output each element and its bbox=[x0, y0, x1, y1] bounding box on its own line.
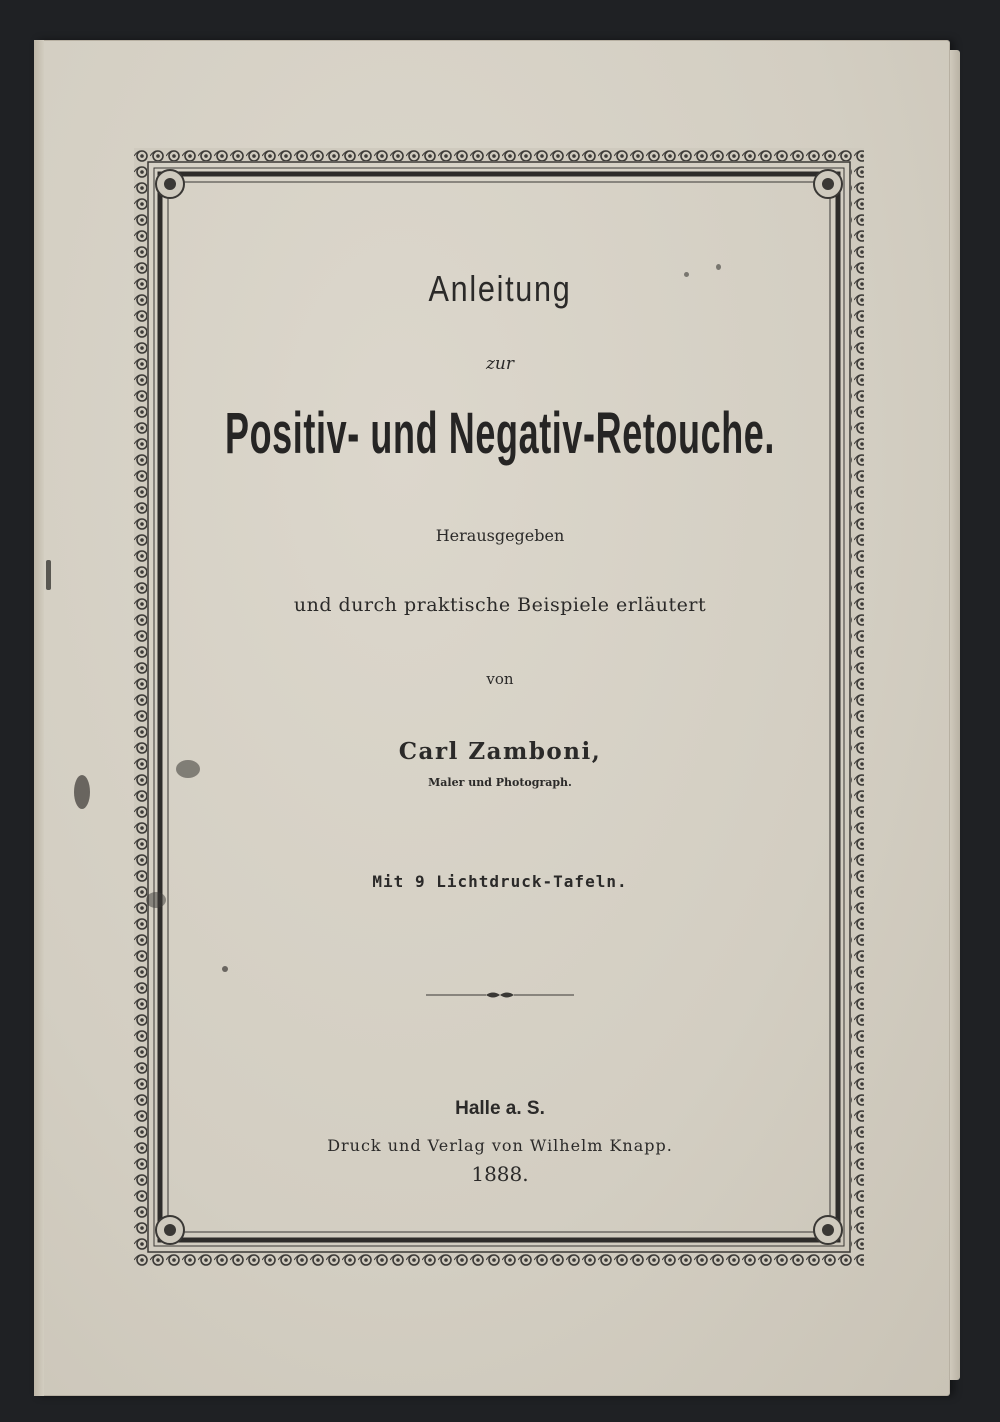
stain-spot bbox=[46, 560, 51, 590]
stain-spot bbox=[684, 272, 689, 277]
stain-spot bbox=[146, 892, 166, 908]
title-zur: zur bbox=[485, 354, 515, 374]
title-anleitung: Anleitung bbox=[428, 268, 572, 309]
publication-year: 1888. bbox=[471, 1162, 529, 1186]
stain-spot bbox=[74, 775, 90, 809]
stain-spot bbox=[176, 760, 200, 778]
author-role: Maler und Photograph. bbox=[428, 776, 572, 789]
stain-spot bbox=[222, 966, 228, 972]
author-name: Carl Zamboni, bbox=[398, 738, 602, 765]
by-label: von bbox=[486, 670, 514, 688]
stain-spot bbox=[716, 264, 721, 270]
spine-edge bbox=[34, 40, 44, 1396]
publisher-line: Druck und Verlag von Wilhelm Knapp. bbox=[327, 1136, 673, 1155]
place-of-publication: Halle a. S. bbox=[455, 1098, 545, 1119]
description-line: und durch praktische Beispiele erläutert bbox=[293, 594, 707, 616]
main-title: Positiv- und Negativ-Retouche. bbox=[224, 401, 776, 466]
divider-ornament bbox=[426, 988, 574, 1002]
plates-note: Mit 9 Lichtdruck-Tafeln. bbox=[372, 872, 628, 891]
editor-label: Herausgegeben bbox=[435, 526, 565, 545]
